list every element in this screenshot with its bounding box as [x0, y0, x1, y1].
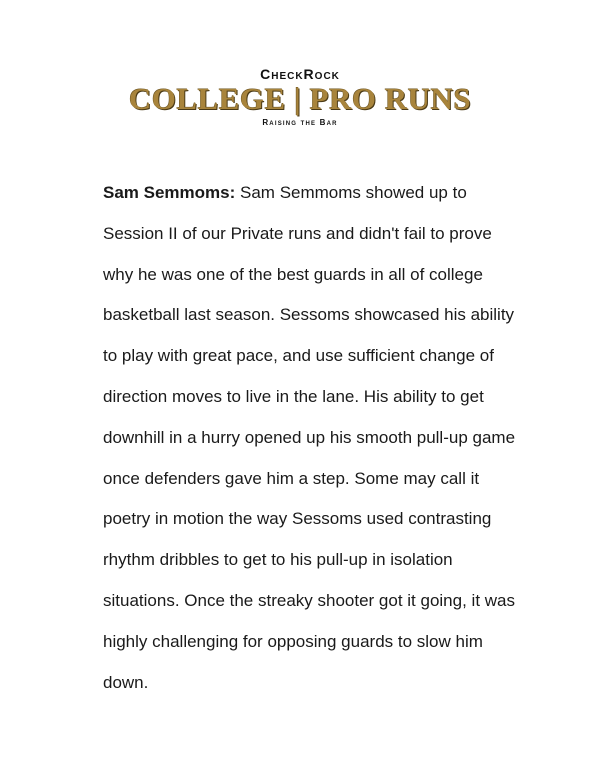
player-report-body: Sam Semmoms showed up to Session II of our Private runs and didn't fail to prove why he was one of the best guards in all of college basketball last season. Sessoms showcased his ability to play with great pace, and use sufficient change of direction moves to live in the lane. His ability to get downhill in a hurry opened up his smooth pull-up game once defenders gave him a step. Some may call it poetry in motion the way Sessoms used contrasting rhythm dribbles to get to his pull-up in isolation situations. Once the streaky shooter got it going, it was highly challenging for opposing guards to slow him down.: [103, 183, 516, 692]
logo-tagline: Raising the Bar: [262, 118, 338, 127]
logo-title: COLLEGE | PRO RUNS: [128, 81, 472, 116]
logo-brand-name: CheckRock: [260, 66, 340, 82]
player-report-paragraph: [103, 173, 523, 703]
player-name-label: Sam Semmoms:: [103, 183, 236, 202]
checkrock-logo: [0, 66, 600, 127]
